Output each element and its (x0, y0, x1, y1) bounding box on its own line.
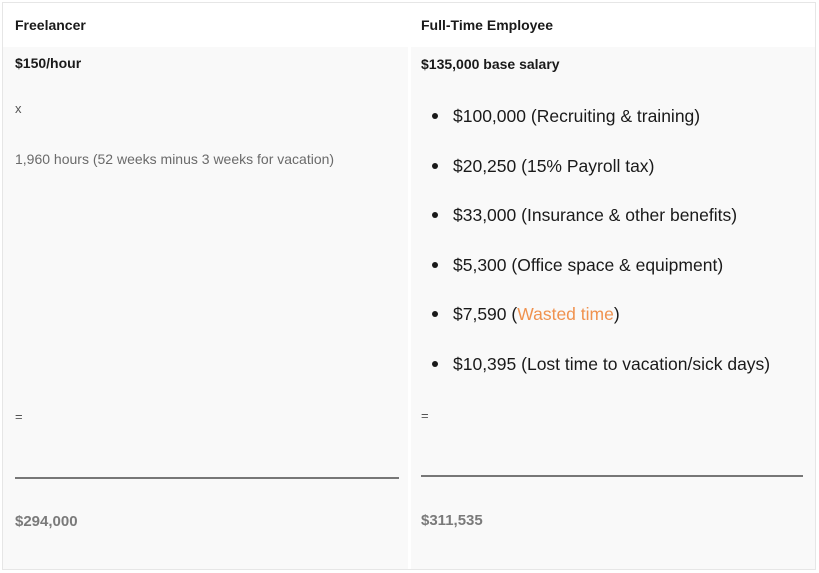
employee-salary: $135,000 base salary (421, 56, 560, 72)
cost-label: Lost time to vacation/sick days (526, 353, 765, 374)
cost-amount: $100,000 (453, 106, 526, 126)
freelancer-total-rule (15, 477, 399, 479)
freelancer-total: $294,000 (15, 513, 78, 530)
wasted-time-highlight: Wasted time (517, 304, 614, 325)
cost-label: 15% Payroll tax (526, 155, 649, 176)
list-item: $10,395 (Lost time to vacation/sick days) (431, 347, 770, 397)
employee-equals-sign: = (421, 408, 429, 423)
list-item: $20,250 (15% Payroll tax) (431, 149, 770, 199)
cost-amount: $7,590 (453, 304, 507, 325)
freelancer-header: Freelancer (15, 17, 86, 33)
cost-label: Insurance & other benefits (526, 205, 732, 226)
cost-comparison-table (2, 2, 816, 570)
freelancer-hours: 1,960 hours (52 weeks minus 3 weeks for vacation) (15, 151, 335, 167)
cost-amount: $10,395 (453, 353, 517, 374)
list-item: $100,000 (Recruiting & training) (431, 99, 770, 149)
cost-amount: $20,250 (453, 155, 517, 176)
freelancer-column (3, 47, 408, 569)
list-item: $7,590 (Wasted time) (431, 297, 770, 347)
cost-amount: $33,000 (453, 205, 517, 226)
employee-cost-list (431, 99, 770, 397)
employee-header: Full-Time Employee (421, 17, 553, 33)
multiply-sign: x (15, 101, 22, 116)
cost-amount: $5,300 (453, 254, 507, 275)
employee-total: $311,535 (421, 512, 483, 529)
cost-label: Recruiting & training (536, 106, 695, 126)
employee-total-rule (421, 475, 803, 477)
list-item: $33,000 (Insurance & other benefits) (431, 198, 770, 248)
list-item: $5,300 (Office space & equipment) (431, 248, 770, 298)
freelancer-equals-sign: = (15, 409, 23, 424)
cost-label: Office space & equipment (517, 254, 718, 275)
freelancer-rate: $150/hour (15, 55, 82, 71)
